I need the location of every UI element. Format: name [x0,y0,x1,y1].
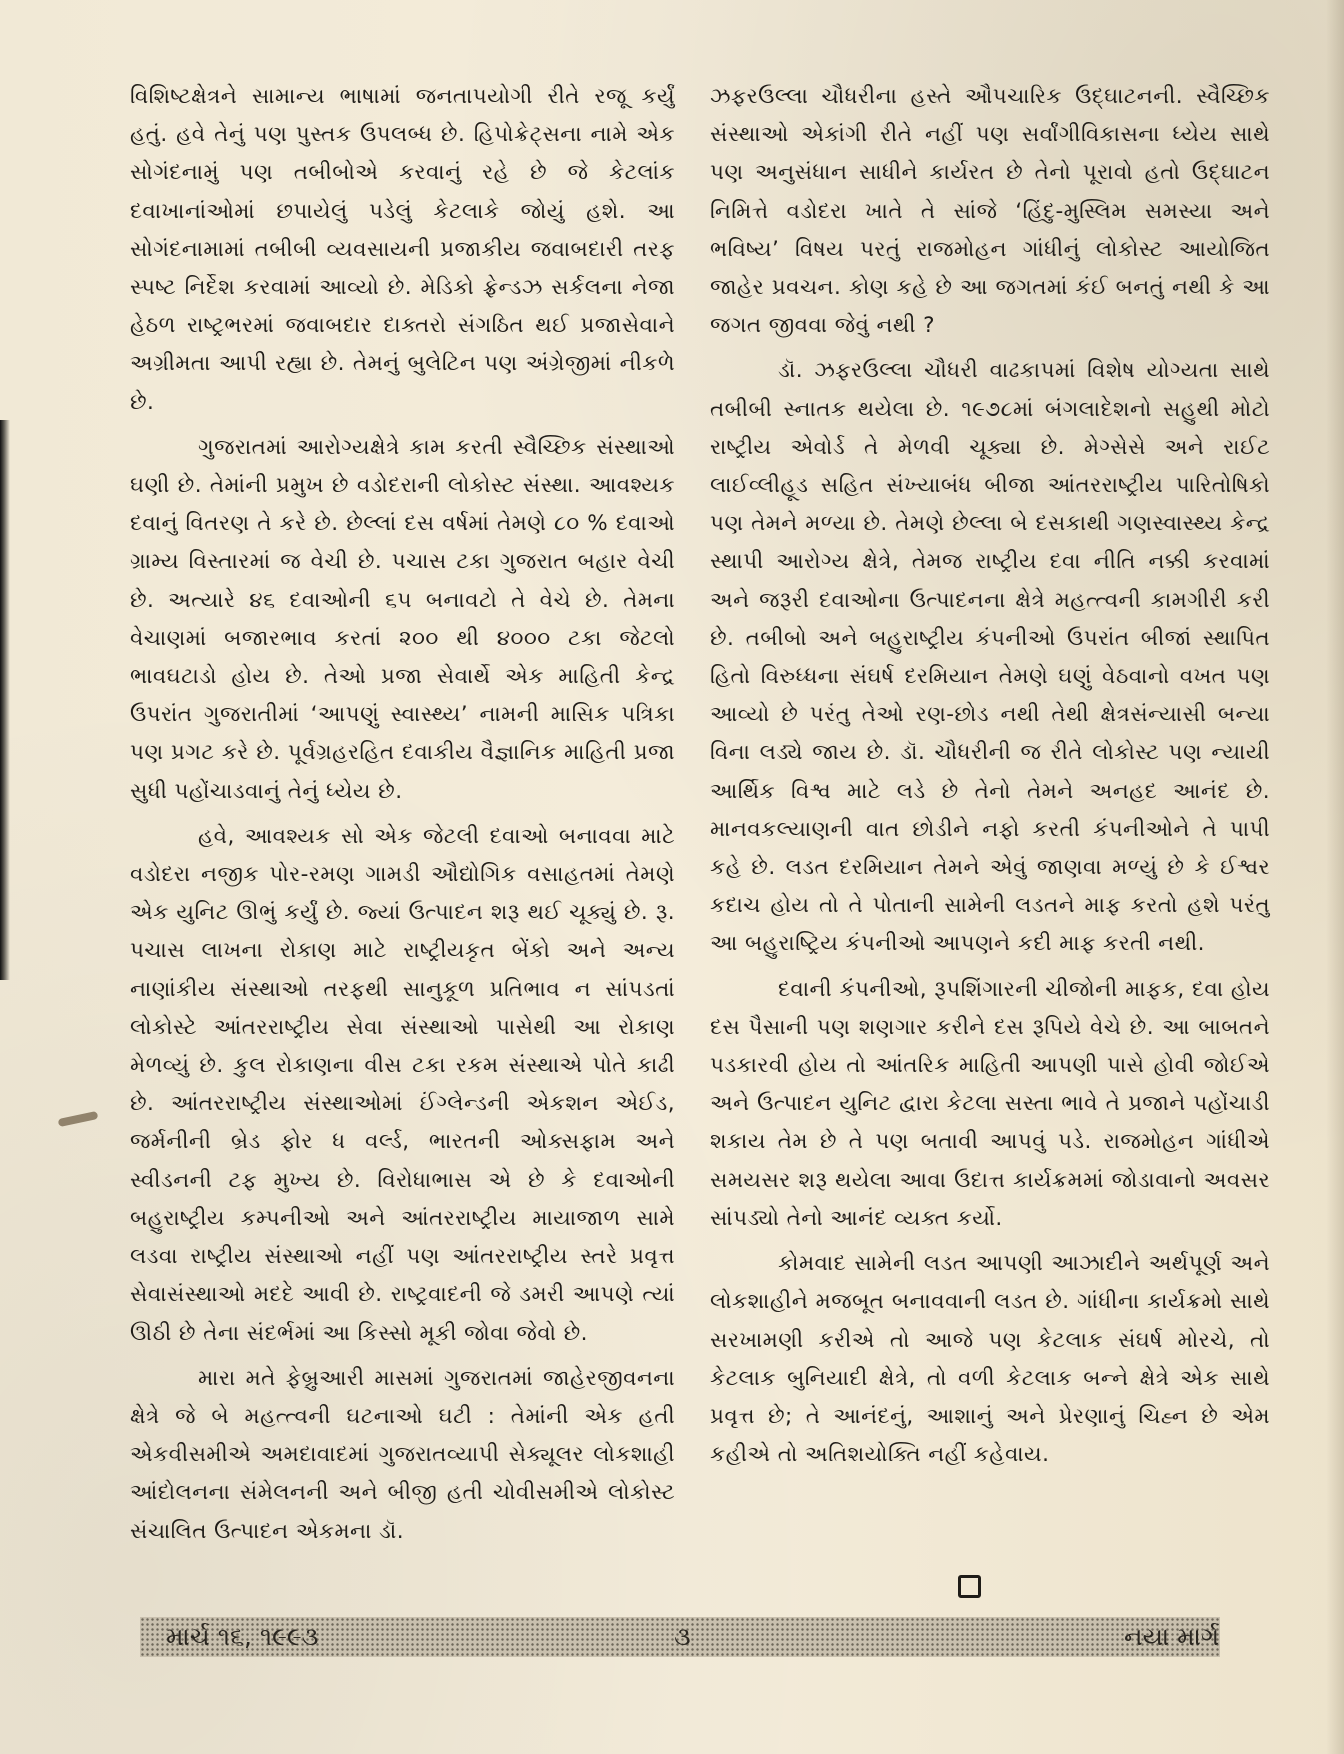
scan-edge-shadow [0,420,10,980]
end-of-article-mark [958,1575,981,1598]
paragraph: ગુજરાતમાં આરોગ્યક્ષેત્રે કામ કરતી સ્વૈચ્છિક સંસ્થાઓ ઘણી છે. તેમાંની પ્રમુખ છે વડોદરાની લોકોસ્ટ સંસ્થા. આવશ્યક દવાનું વિતરણ તે કરે છે. છેલ્લાં દસ વર્ષમાં તેમણે ૮૦ % દવાઓ ગ્રામ્ય વિસ્તારમાં જ વેચી છે. પચાસ ટકા ગુજરાત બહાર વેચી છે. અત્યારે ૪૬ દવાઓની ૬૫ બનાવટો તે વેચે છે. તેમના વેચાણમાં બજારભાવ કરતાં ૨૦૦ થી ૪૦૦૦ ટકા જેટલો ભાવઘટાડો હોય છે. તેઓ પ્રજા સેવાર્થે એક માહિતી કેન્દ્ર ઉપરાંત ગુજરાતીમાં ‘આપણું સ્વાસ્થ્ય’ નામની માસિક પત્રિકા પણ પ્રગટ કરે છે. પૂર્વગ્રહરહિત દવાકીય વૈજ્ઞાનિક માહિતી પ્રજા સુધી પહોંચાડવાનું તેનું ધ્યેય છે. [130,434,675,804]
right-column [710,78,1270,1481]
page-edge [1326,0,1344,1754]
page-number: ૩ [674,1622,691,1651]
paragraph: કોમવાદ સામેની લડત આપણી આઝાદીને અર્થપૂર્ણ અને લોકશાહીને મજબૂત બનાવવાની લડત છે. ગાંધીના કાર્યક્રમો સાથે સરખામણી કરીએ તો આજે પણ કેટલાક સંઘર્ષ મોરચે, તો કેટલાક બુનિયાદી ક્ષેત્રે, તો વળી કેટલાક બન્ને ક્ષેત્રે એક સાથે પ્રવૃત્ત છે; તે આનંદનું, આશાનું અને પ્રેરણાનું ચિહ્ન છે એમ કહીએ તો અતિશયોક્તિ નહીં કહેવાય. [710,1251,1270,1468]
paragraph: વિશિષ્ટક્ષેત્રને સામાન્ય ભાષામાં જનતાપયોગી રીતે રજૂ કર્યું હતું. હવે તેનું પણ પુસ્તક ઉપલબ્ધ છે. હિપોક્રેટ્સના નામે એક સોગંદનામું પણ તબીબોએ કરવાનું રહે છે જે કેટલાંક દવાખાનાંઓમાં છપાયેલું પડેલું કેટલાકે જોયું હશે. આ સોગંદનામામાં તબીબી વ્યવસાયની પ્રજાકીય જવાબદારી તરફ સ્પષ્ટ નિર્દેશ કરવામાં આવ્યો છે. મેડિકો ફ્રેન્ડઝ સર્કલના નેજા હેઠળ રાષ્ટ્રભરમાં જવાબદાર દાક્તરો સંગઠિત થઈ પ્રજાસેવાને અગ્રીમતા આપી રહ્યા છે. તેમનું બુલેટિન પણ અંગ્રેજીમાં નીકળે છે. [130,84,675,415]
footer-date: માર્ચ ૧૬, ૧૯૯૩ [166,1622,319,1651]
paper-stain [58,1111,99,1127]
publication-name: નયા માર્ગ [1124,1622,1220,1651]
paragraph: ઝફરઉલ્લા ચૌધરીના હસ્તે ઔપચારિક ઉદ્‌ઘાટનની. સ્વૈચ્છિક સંસ્થાઓ એકાંગી રીતે નહીં પણ સર્વાંગીવિકાસના ધ્યેય સાથે પણ અનુસંધાન સાધીને કાર્યરત છે તેનો પૂરાવો હતો ઉદ્‌ઘાટન નિમિત્તે વડોદરા ખાતે તે સાંજે ‘હિંદુ-મુસ્લિમ સમસ્યા અને ભવિષ્ય’ વિષય પરતું રાજમોહન ગાંધીનું લોકોસ્ટ આયોજિત જાહેર પ્રવચન. કોણ કહે છે આ જગતમાં કંઈ બનતું નથી કે આ જગત જીવવા જેવું નથી ? [710,84,1270,339]
paragraph: હવે, આવશ્યક સો એક જેટલી દવાઓ બનાવવા માટે વડોદરા નજીક પોર-રમણ ગામડી ઔદ્યોગિક વસાહતમાં તેમણે એક યુનિટ ઊભું કર્યું છે. જ્યાં ઉત્પાદન શરૂ થઈ ચૂક્યું છે. રૂ. પચાસ લાખના રોકાણ માટે રાષ્ટ્રીયકૃત બેંકો અને અન્ય નાણાંકીય સંસ્થાઓ તરફથી સાનુકૂળ પ્રતિભાવ ન સાંપડતાં લોકોસ્ટે આંતરરાષ્ટ્રીય સેવા સંસ્થાઓ પાસેથી આ રોકાણ મેળવ્યું છે. કુલ રોકાણના વીસ ટકા રકમ સંસ્થાએ પોતે કાઢી છે. આંતરરાષ્ટ્રીય સંસ્થાઓમાં ઈંગ્લેન્ડની એકશન એઈડ, જર્મનીની બ્રેડ ફોર ધ વર્લ્ડ, ભારતની ઓક્સફામ અને સ્વીડનની ટફ મુખ્ય છે. વિરોધાભાસ એ છે કે દવાઓની બહુરાષ્ટ્રીય કમ્પનીઓ અને આંતરરાષ્ટ્રીય માયાજાળ સામે લડવા રાષ્ટ્રીય સંસ્થાઓ નહીં પણ આંતરરાષ્ટ્રીય સ્તરે પ્રવૃત્ત સેવાસંસ્થાઓ મદદે આવી છે. રાષ્ટ્રવાદની જે ડમરી આપણે ત્યાં ઊઠી છે તેના સંદર્ભમાં આ કિસ્સો મૂકી જોવા જેવો છે. [130,823,675,1346]
paragraph: મારા મતે ફેબ્રુઆરી માસમાં ગુજરાતમાં જાહેરજીવનના ક્ષેત્રે જે બે મહત્ત્વની ઘટનાઓ ઘટી : તેમાંની એક હતી એકવીસમીએ અમદાવાદમાં ગુજરાતવ્યાપી સેક્યૂલર લોકશાહી આંદોલનના સંમેલનની અને બીજી હતી ચોવીસમીએ લોકોસ્ટ સંચાલિત ઉત્પાદન એકમના ડૉ. [130,1365,675,1544]
paragraph: ડૉ. ઝફરઉલ્લા ચૌધરી વાઢકાપમાં વિશેષ યોગ્યતા સાથે તબીબી સ્નાતક થયેલા છે. ૧૯૭૮માં બંગલાદેશનો સહુથી મોટો રાષ્ટ્રીય એવોર્ડ તે મેળવી ચૂક્યા છે. મેગ્સેસે અને રાઈટ લાઈવ્લીહૂડ સહિત સંખ્યાબંધ બીજા આંતરરાષ્ટ્રીય પારિતોષિકો પણ તેમને મળ્યા છે. તેમણે છેલ્લા બે દસકાથી ગણસ્વાસ્થ્ય કેન્દ્ર સ્થાપી આરોગ્ય ક્ષેત્રે, તેમજ રાષ્ટ્રીય દવા નીતિ નક્કી કરવામાં અને જરૂરી દવાઓના ઉત્પાદનના ક્ષેત્રે મહત્ત્વની કામગીરી કરી છે. તબીબો અને બહુરાષ્ટ્રીય કંપનીઓ ઉપરાંત બીજાં સ્થાપિત હિતો વિરુધ્ધના સંઘર્ષ દરમિયાન તેમણે ઘણું વેઠવાનો વખત પણ આવ્યો છે પરંતુ તેઓ રણ-છોડ નથી તેથી ક્ષેત્રસંન્યાસી બન્યા વિના લડ્યે જાય છે. ડૉ. ચૌધરીની જ રીતે લોકોસ્ટ પણ ન્યાયી આર્થિક વિશ્વ માટે લડે છે તેનો તેમને અનહદ આનંદ છે. માનવકલ્યાણની વાત છોડીને નફો કરતી કંપનીઓને તે પાપી કહે છે. લડત દરમિયાન તેમને એવું જાણવા મળ્યું છે કે ઈશ્વર કદાચ હોય તો તે પોતાની સામેની લડતને માફ કરતો હશે પરંતુ આ બહુરાષ્ટ્રિય કંપનીઓ આપણને કદી માફ કરતી નથી. [710,358,1270,957]
left-column [130,78,675,1558]
paragraph: દવાની કંપનીઓ, રૂપશિંગારની ચીજોની માફક, દવા હોય દસ પૈસાની પણ શણગાર કરીને દસ રૂપિયે વેચે છે. આ બાબતને પડકારવી હોય તો આંતરિક માહિતી આપણી પાસે હોવી જોઈએ અને ઉત્પાદન યુનિટ દ્વારા કેટલા સસ્તા ભાવે તે પ્રજાને પહોંચાડી શકાય તેમ છે તે પણ બતાવી આપવું પડે. રાજમોહન ગાંધીએ સમયસર શરૂ થયેલા આવા ઉદાત્ત કાર્યક્રમમાં જોડાવાનો અવસર સાંપડ્યો તેનો આનંદ વ્યક્ત કર્યો. [710,976,1270,1231]
